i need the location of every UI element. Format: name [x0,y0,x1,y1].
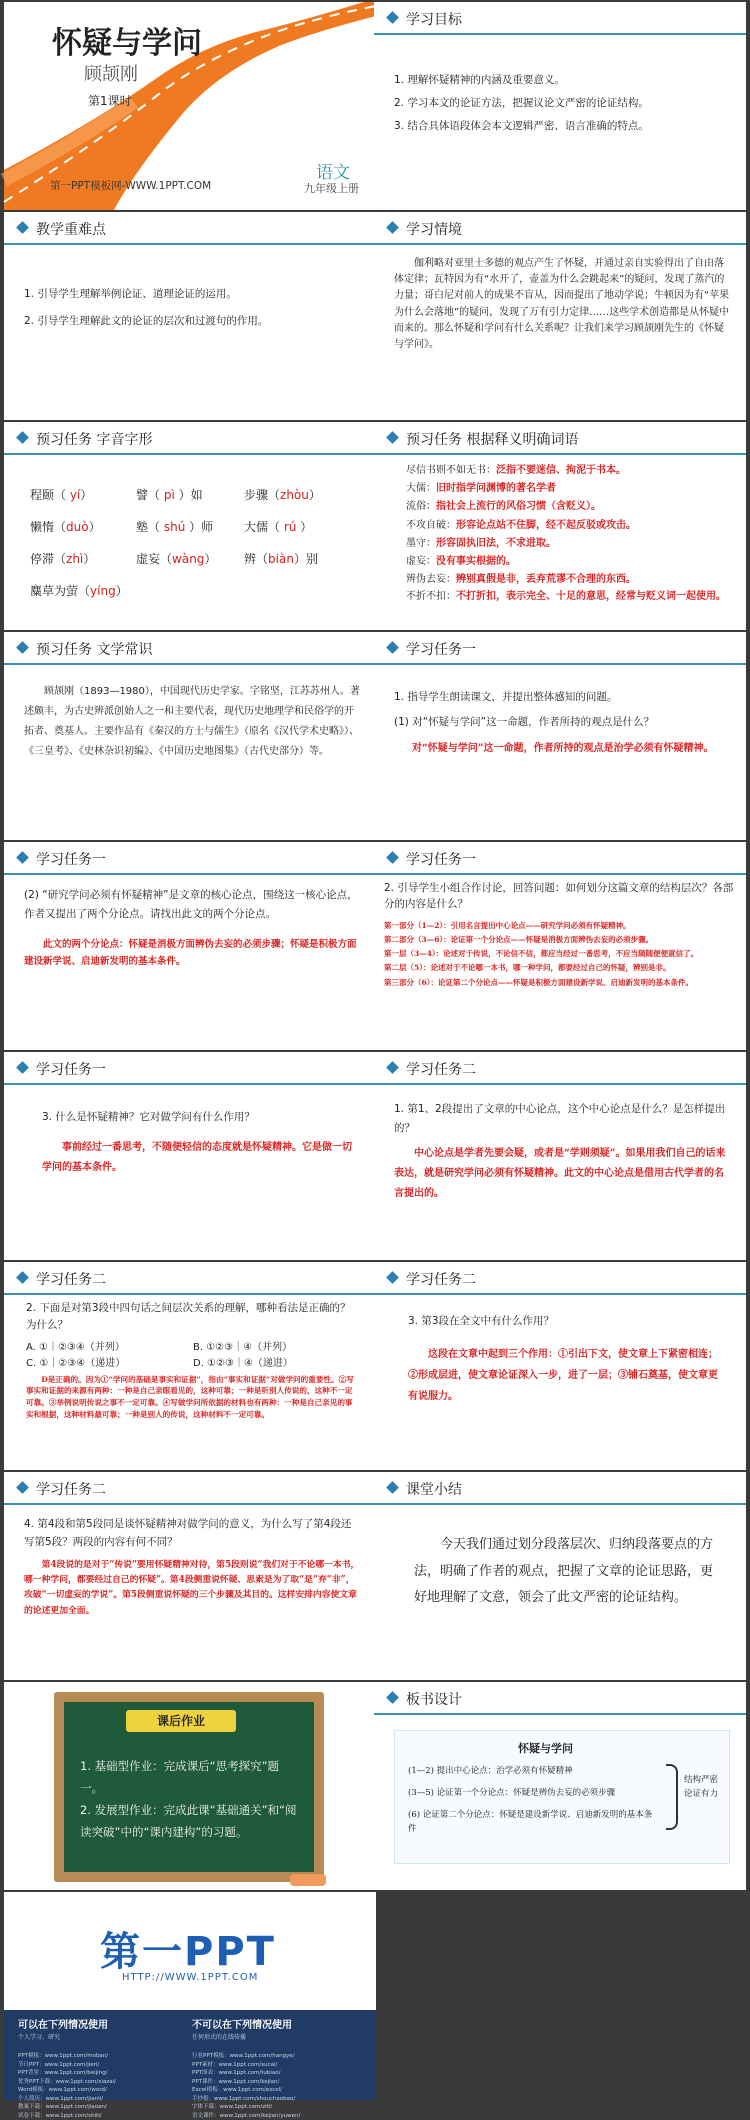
answer-line: 第一层（3—4）：论述对于传说，不论信不信，都应当经过一番思考，不应当随随便便就信了。 [384,949,699,959]
cover-lesson: 第1课时 [88,94,132,108]
question-text: 3. 什么是怀疑精神？它对做学问有什么作用？ [42,1111,255,1123]
footer-link[interactable]: 手抄报：www.1ppt.com/shouchaobao/ [192,2095,296,2102]
answer-text: 中心论点是学者先要会疑，或者是“学则须疑”。如果用我们自己的话来表达，就是研究学问必须有怀疑精神。此文的中心论点是借用古代学者的名言提出的。 [394,1147,726,1199]
ppt-logo: 第一PPT [100,1929,276,1975]
question-text: 3. 第3段在全文中有什么作用？ [408,1315,555,1327]
allowed-note: 个人学习、研究 [18,2034,61,2041]
slide-title: 学习任务一 [36,1062,106,1078]
slide-header [4,1472,376,1505]
board-line: (6) 论证第二个分论点：怀疑是建设新学说、启迪新发明的基本条件 [408,1810,653,1835]
pinyin-item: 塾（ shú ）师 [136,520,214,534]
slide-task2-c[interactable] [374,1262,746,1470]
objective-item: 1. 理解怀疑精神的内涵及重要意义。 [394,74,565,86]
slide-task2-b[interactable] [4,1262,376,1470]
slide-ad[interactable] [4,1892,376,2119]
cover-author: 顾颉刚 [84,64,138,85]
vocab-item: 尽信书则不如无书：泛指不要迷信、拘泥于书本。 [406,465,626,476]
pinyin-item: 麋草为萤（yíng） [30,584,128,598]
homework-item: 2. 发展型作业：完成此课“基础通关”和“阅读突破”中的“课内建构”的习题。 [80,1802,297,1839]
ppt-url: HTTP://WWW.1PPT.COM [122,1972,259,1983]
answer-line: 第二层（5）：论述对于不论哪一本书，哪一种学问，都要经过自己的怀疑，辨别是非。 [384,963,671,973]
footer-link[interactable]: 字体下载：www.1ppt.com/ziti/ [192,2104,273,2111]
slide-header [4,212,376,245]
slide-title: 学习任务二 [36,1482,106,1498]
diamond-icon [16,641,29,654]
board-line: (3—5) 论证第一个分论点：怀疑是辨伪去妄的必须步骤 [408,1788,616,1798]
footer-link[interactable]: Word模板：www.1ppt.com/word/ [18,2087,107,2094]
diamond-icon [386,641,399,654]
slide-task1-a[interactable] [374,632,746,840]
slide-title: 学习任务二 [406,1062,476,1078]
answer-text: D是正确的。因为①“学问的基础是事实和证据”，指由“事实和证据”对做学问的重要性。②写事实和证据的来源有两种：一种是自己亲眼看见的，这种可靠；一种是听别人传说的，这种不一定可靠。③举例说明传说之事不一定可靠。④写做学问所依据的材料也有两种：一种是自己亲见的事实和根据，这种材料最可靠；一种是别人的传说，这种材料不一定可靠。 [26,1374,354,1419]
board-title: 怀疑与学问 [518,1742,573,1755]
footer-link[interactable]: Excel模板：www.1ppt.com/excel/ [192,2087,283,2094]
literary-text: 顾颉刚（1893—1980），中国现代历史学家。字铭坚，江苏苏州人。著述颇丰，为古史辨派创始人之一和主要代表，现代历史地理学和民俗学的开拓者、奠基人。主要作品有《秦汉的方士与儒生》（原名《汉代学术史略》）、《三皇考》、《史林杂识初编》、《中国历史地图集》（古代史部分）等。 [24,686,360,757]
slide-task1-b[interactable] [4,842,376,1050]
pinyin-item: 步骤（zhòu） [244,488,321,502]
answer-text: 对“怀疑与学问”这一命题，作者所持的观点是治学必须有怀疑精神。 [412,742,714,754]
diamond-icon [386,431,399,444]
slide-cover[interactable] [4,2,376,210]
footer-link[interactable]: PPT课件：www.1ppt.com/kejian/ [192,2078,280,2085]
question-text: 2. 引导学生小组合作讨论，回答问题：如何划分这篇文章的结构层次？各部分的内容是什么？ [384,882,734,911]
slide-title: 学习任务一 [406,852,476,868]
answer-text: 这段在文章中起到三个作用：①引出下文，使文章上下紧密相连；②形成层进，使文章论证深入一步，进了一层；③铺石奠基，使文章更有说服力。 [408,1349,718,1403]
slide-header [374,1682,746,1715]
option-b: B. ①②③｜④（并列） [193,1341,293,1353]
pinyin-item: 譬（ pì ）如 [136,488,203,502]
slide-objectives[interactable] [374,2,746,210]
homework-item: 1. 基础型作业：完成课后“思考探究”题一。 [80,1759,280,1795]
footer-link[interactable]: 语文课件：www.1ppt.com/kejian/yuwen/ [192,2112,301,2119]
footer-link[interactable]: 试卷下载：www.1ppt.com/shiti/ [18,2112,102,2119]
slide-header [374,632,746,665]
slide-header [4,842,376,875]
allowed-heading: 可以在下列情况使用 [18,2020,108,2031]
vocab-item: 流俗：指社会上流行的风俗习惯（含贬义）。 [406,501,601,513]
slide-title: 预习任务 根据释义明确词语 [406,432,579,448]
question-text: 4. 第4段和第5段同是谈怀疑精神对做学问的意义，为什么写了第4段还写第5段？两段的内容有何不同？ [24,1518,352,1548]
slide-title: 预习任务 字音字形 [36,432,153,448]
option-a: A. ①｜②③④（并列） [26,1341,125,1353]
slide-title: 预习任务 文学常识 [36,642,153,658]
slide-scenario[interactable] [374,212,746,420]
slide-homework[interactable] [4,1682,376,1890]
slide-header [4,1262,376,1295]
slide-task1-d[interactable] [4,1052,376,1260]
option-d: D. ①②③｜④（递进） [193,1357,293,1369]
footer-link[interactable]: 行业PPT模板：www.1ppt.com/hangye/ [192,2053,295,2059]
slide-header [4,632,376,665]
vocab-item: 墨守：形容固执旧法，不求进取。 [406,537,556,549]
vocab-item: 不攻自破：形容论点站不住脚，经不起反驳或攻击。 [406,519,636,531]
slide-literary-knowledge[interactable] [4,632,376,840]
slide-title: 课堂小结 [406,1482,462,1498]
key-point-item: 2. 引导学生理解此文的论证的层次和过渡句的作用。 [24,315,269,327]
slide-header [374,1262,746,1295]
cover-site: 第一PPT模板网-WWW.1PPT.COM [50,180,212,192]
footer-link[interactable]: PPT背景：www.1ppt.com/beijing/ [18,2070,108,2077]
slide-vocabulary[interactable] [374,422,746,630]
diamond-icon [16,1481,29,1494]
chalk-icon [290,1874,326,1886]
pinyin-item: 程颐（ yí） [30,488,93,502]
footer-link[interactable]: 节日PPT：www.1ppt.com/jieri/ [18,2061,100,2068]
question-text: (2) “研究学问必须有怀疑精神”是文章的核心论点，围绕这一核心论点，作者又提出了两个分论点。请找出此文的两个分论点。 [24,889,358,920]
board-right-note: 结构严密 论证有力 [684,1775,719,1799]
slide-title: 板书设计 [406,1692,462,1708]
footer-link[interactable]: PPT素材：www.1ppt.com/sucai/ [192,2061,278,2068]
answer-line: 第三部分（6）：论证第二个分论点——怀疑是积极方面建设新学说、启迪新发明的基本条件。 [384,977,693,987]
answer-text: 事前经过一番思考，不随便轻信的态度就是怀疑精神。它是做一切学问的基本条件。 [42,1142,352,1174]
pinyin-item: 虚妄（wàng） [136,552,217,566]
vocab-item: 虚妄：没有事实根据的。 [406,555,516,567]
slide-title: 学习情境 [406,222,462,238]
vocab-item: 大儒：旧时指学问渊博的著名学者 [406,483,556,495]
answer-line: 第二部分（3—6）：论证第一个分论点——怀疑是消极方面辨伪去妄的必须步骤。 [384,934,654,944]
slide-title: 学习任务二 [406,1272,476,1288]
vocab-item: 辨伪去妄：辨别真假是非，丢弃荒谬不合理的东西。 [406,574,636,586]
slide-header [374,212,746,245]
slide-header [374,2,746,35]
cover-title: 怀疑与学问 [52,26,202,61]
slide-task2-d[interactable] [4,1472,376,1680]
diamond-icon [386,851,399,864]
pinyin-item: 大儒（ rú ） [244,520,313,534]
homework-tab: 课后作业 [126,1710,236,1732]
answer-line: 第一部分（1—2）：引用名言提出中心论点——研究学问必须有怀疑精神。 [384,920,631,930]
cover-grade: 九年级上册 [304,182,359,195]
option-c: C. ①｜②③④（递进） [26,1357,126,1369]
footer-link[interactable]: 优秀PPT下载：www.1ppt.com/xiazai/ [18,2078,117,2085]
slide-title: 学习任务一 [36,852,106,868]
diamond-icon [386,221,399,234]
slide-header [374,422,746,455]
pinyin-item: 懒惰（duò） [30,520,101,534]
slide-header [4,1052,376,1085]
footer-link[interactable]: 教案下载：www.1ppt.com/jiaoan/ [18,2104,107,2111]
diamond-icon [16,431,29,444]
board-line: (1—2) 提出中心论点：治学必须有怀疑精神 [408,1766,573,1776]
slide-header [374,1472,746,1505]
diamond-icon [16,851,29,864]
slide-header [374,1052,746,1085]
pinyin-item: 辨（biàn）别 [244,552,318,566]
slide-title: 学习目标 [406,12,462,28]
disallowed-heading: 不可以在下列情况使用 [192,2020,292,2031]
slide-title: 学习任务二 [36,1272,106,1288]
disallowed-note: 任何形式的在线传播 [192,2034,247,2041]
objective-item: 3. 结合具体语段体会本文逻辑严密、语言准确的特点。 [394,119,649,132]
scenario-text: 伽利略对亚里士多德的观点产生了怀疑，并通过亲自实验得出了自由落体定律；瓦特因为有“水开了，壶盖为什么会跳起来”的疑问，发现了蒸汽的力量；哥白尼对前人的成果不盲从，因而提出了地动学说；牛顿因为有“苹果为什么会落地”的疑问，发现了万有引力定律……这些学术创造都是从怀疑中而来的。那么怀疑和学问有什么关系呢？让我们来学习顾颉刚先生的《怀疑与学问》。 [394,258,730,350]
answer-text: 此文的两个分论点：怀疑是消极方面辨伪去妄的必须步骤；怀疑是积极方面建设新学说、启迪新发明的基本条件。 [24,938,357,967]
slide-task1-c[interactable] [374,842,746,1050]
diamond-icon [386,1691,399,1704]
slide-title: 教学重难点 [36,222,106,238]
footer-link[interactable]: PPT模板：www.1ppt.com/moban/ [18,2053,109,2059]
diamond-icon [386,1481,399,1494]
slide-header [374,842,746,875]
diamond-icon [16,1271,29,1284]
footer-link[interactable]: 个人简历：www.1ppt.com/jianli/ [18,2095,104,2102]
diamond-icon [16,1061,29,1074]
diamond-icon [386,1061,399,1074]
slide-summary[interactable] [374,1472,746,1680]
slide-board-design[interactable] [374,1682,746,1890]
key-point-item: 1. 引导学生理解举例论证、道理论证的运用。 [24,288,237,300]
slide-pronunciation[interactable] [4,422,376,630]
slide-header [4,422,376,455]
vocab-item: 不折不扣：不打折扣，表示完全、十足的意思，经常与贬义词一起使用。 [406,591,726,603]
question-text: 1. 第1、2段提出了文章的中心论点，这个中心论点是什么？是怎样提出的？ [394,1103,726,1134]
question-text: (1) 对“怀疑与学问”这一命题，作者所持的观点是什么？ [394,715,655,728]
diamond-icon [386,11,399,24]
brace-shape [666,1764,678,1830]
answer-text: 第4段说的是对于“传说”要用怀疑精神对待，第5段则说“我们对于不论哪一本书，哪一种学问，都要经过自己的怀疑”。第4段侧重说怀疑、思索是为了取“是”弃“非”，攻破“一切虚妄的学说”。第5段侧重说怀疑的三个步骤及其目的。这样安排内容使文章的论述更加全面。 [24,1559,360,1616]
footer-link[interactable]: PPT图表：www.1ppt.com/tubiao/ [192,2070,281,2077]
objective-item: 2. 学习本文的论证方法，把握议论文严密的论证结构。 [394,96,649,109]
question-text: 2. 下面是对第3段中四句话之间层次关系的理解，哪种看法是正确的？为什么？ [26,1302,351,1331]
cover-subject: 语文 [316,163,350,183]
pinyin-item: 停滞（zhì） [30,552,96,566]
slide-key-points[interactable] [4,212,376,420]
chalkboard [54,1692,324,1882]
diamond-icon [386,1271,399,1284]
question-text: 1. 指导学生朗读课文，并提出整体感知的问题。 [394,691,618,703]
summary-text: 今天我们通过划分段落层次、归纳段落要点的方法，明确了作者的观点，把握了文章的论证思路，更好地理解了文意，领会了此文严密的论证结构。 [414,1537,714,1606]
diamond-icon [16,221,29,234]
slide-title: 学习任务一 [406,642,476,658]
slide-task2-a[interactable] [374,1052,746,1260]
